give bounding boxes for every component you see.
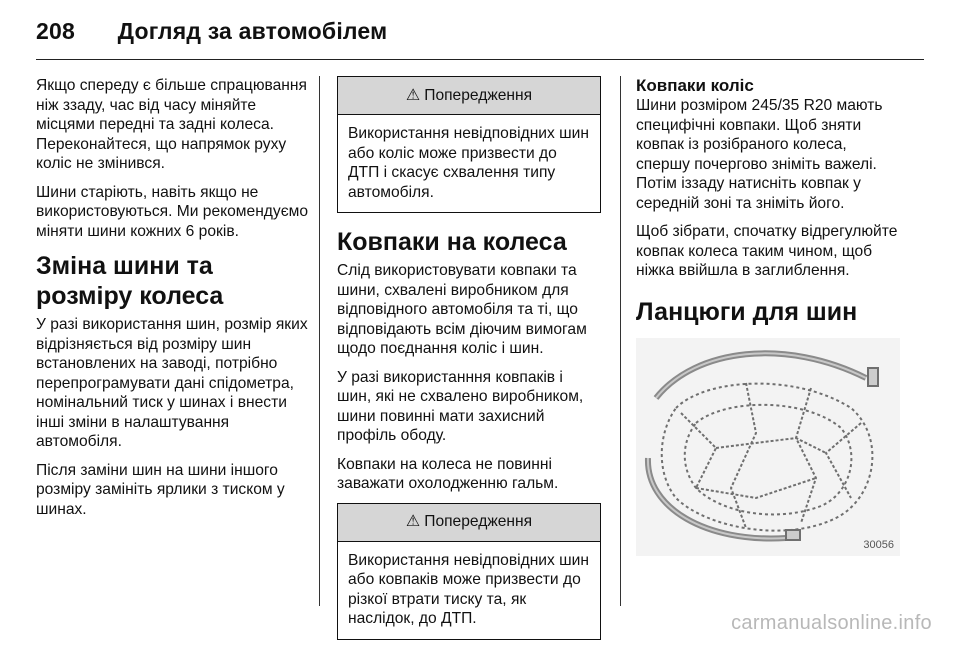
warning-triangle-icon: ⚠ <box>405 513 421 531</box>
figure-id: 30056 <box>863 539 894 551</box>
tire-chains-drawing <box>636 338 900 556</box>
warning-header <box>338 504 600 542</box>
paragraph: Слід використовувати ковпаки та шини, схвалені виробником для відповідного автомобіля та ті, що відповідають всім діючим вимогам щодо поєднання коліс і шин. <box>337 262 587 357</box>
paragraph: Шини старіють, навіть якщо не використовуються. Ми рекомендуємо міняти шини кожних 6 років. <box>36 183 309 240</box>
warning-box <box>337 76 601 213</box>
warning-title: Попередження <box>424 513 533 531</box>
paragraph: Якщо спереду є більше спрацювання ніж ззаду, час від часу міняйте місцями передні та задні колеса. Переконайтеся, що напрямок руху коліс не змінився. <box>36 77 307 172</box>
tire-chains-illustration <box>636 338 900 556</box>
page-number: 208 <box>36 18 75 44</box>
paragraph: У разі використання шин, розмір яких відрізняється від розміру шин встановлених на заводі, потрібно перепрограмувати дані спідометра, номінальний тиск у шинах і внести інші зміни в налаштування автомобіля. <box>36 316 308 450</box>
site-watermark: carmanualsonline.info <box>731 612 932 634</box>
warning-triangle-icon: ⚠ <box>405 86 421 104</box>
column-3 <box>636 76 904 331</box>
warning-title: Попередження <box>424 86 533 104</box>
warning-header <box>338 77 600 115</box>
paragraph: Щоб зібрати, спочатку відрегулюйте ковпак колеса таким чином, щоб ніжка ввійшла в заглиблення. <box>636 223 898 279</box>
page-header <box>36 18 387 45</box>
section-heading-hub-caps: Ковпаки коліс <box>636 76 754 95</box>
paragraph: Після заміни шин на шини іншого розміру замініть ярлики з тиском у шинах. <box>36 461 285 518</box>
paragraph: У разі використанння ковпаків і шин, які не схвалено виробником, шини повинні мати захисний профіль ободу. <box>337 368 584 444</box>
warning-box <box>337 503 601 640</box>
section-heading-wheel-covers: Ковпаки на колеса <box>337 228 567 256</box>
section-heading-tire-size-change: Зміна шини та розміру колеса <box>36 252 224 310</box>
paragraph: Шини розміром 245/35 R20 мають специфічні ковпаки. Щоб зняти ковпак із розібраного колеса, спершу почергово зніміть важелі. Потім іззаду натисніть ковпак у середній зоні та зніміть його. <box>636 97 883 212</box>
section-heading-tire-chains: Ланцюги для шин <box>636 297 858 326</box>
column-divider <box>319 76 320 606</box>
column-divider <box>620 76 621 606</box>
paragraph: Ковпаки на колеса не повинні заважати охолодженню гальм. <box>337 455 559 492</box>
warning-text: Використання невідповідних шин або коліс може призвести до ДТП і скасує схвалення типу автомобіля. <box>348 125 589 201</box>
column-1 <box>36 76 312 528</box>
warning-text: Використання невідповідних шин або ковпаків може призвести до різкої втрати тиску та, як наслідок, до ДТП. <box>348 551 589 627</box>
header-rule <box>36 59 924 60</box>
column-2 <box>337 76 601 652</box>
page-title: Догляд за автомобілем <box>117 18 388 44</box>
